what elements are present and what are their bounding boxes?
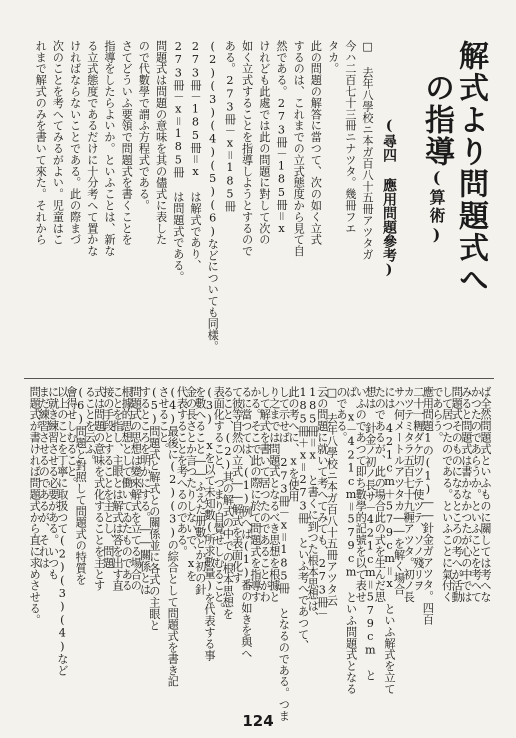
text-column: 今ハ二百七十三冊ニナツタ。幾冊フエ [343,40,357,234]
text-column: であらう。 [431,386,444,443]
text-column: 273冊－185冊＝x は解式であり、 [189,40,202,271]
text-column: 二十一糎ダケ切ツテ使ツテ、ソノ殘リヲ [411,386,425,592]
text-column: かる。そこで此の際に於て問題式を指導す [249,386,262,603]
text-column: るに當つては、(1)例へば(1)番の如きを與へ [239,386,253,659]
text-column: 接の手段とすることを主とし、問題 [101,386,115,569]
text-column: 會得せしむること。 [65,386,78,489]
text-column: には 421cm＋579cm＝x といふ解式を立て [383,386,396,695]
text-column: まだ練習させるのであるが、それは [37,386,51,569]
text-column: するのは、これまでの立式態度から見て自 [292,40,306,257]
text-column: 云の問題に就いて考へてみても、273冊－ [315,386,329,620]
text-column: (6)問題と對照して問題式の特質を [74,386,88,586]
text-column: 想は 針金ノ初ノ長サ－421cm＝579cm と [363,386,377,682]
text-column: して居つたのである。といふことに氣付く [440,386,454,603]
text-column: て彼等自然の立式――解式を表面化す [230,386,244,584]
text-column: するところを明かにする。――關係とは [138,386,152,595]
text-column: ば全然問題式といふものに關しては考へな [479,386,492,603]
text-column: 金の長さとか言つたりしないで、xを [184,386,198,582]
page-subtitle: (尋四 應用問題參考) [381,118,397,278]
text-column: ある。273冊－x＝185冊 [223,40,237,213]
text-column: 指導をしたらよいか。といふことは、新な [103,40,116,257]
text-column: ることを云ふ。 [83,386,97,466]
text-column: ので代數學で謂ふ方程式である。 [137,40,151,211]
text-column: (3) xを以て未知數(所求數量)を代表する事 [203,386,216,661]
section-divider [24,378,494,379]
text-column: に就き練習させる必要がある。いつも [46,386,60,580]
text-column: 273冊－x＝185冊 は問題式である。 [171,40,185,283]
text-column: (5)問題式と解式との關係並に各式の主眼と [147,386,161,631]
text-column: ければならないことである。此の際まづ [68,40,82,246]
title-line2-text: の指導 [419,72,454,168]
text-column: サハ何メートルアツタカ――を解く場合 [392,386,406,595]
text-column: 式は問題の意味を式化することを主とす [92,386,106,592]
text-column: のである。 [335,386,348,443]
text-column: みると問題式は書かなかつたが心の中では [459,386,473,603]
text-column: 如く立式することを指導しようとするので [240,40,254,257]
text-column: 問題式の思想は變來解式を立てる場合の [129,386,143,592]
text-column: カツテミタラ五百七十九糎アツタ。初ノ長 [402,386,416,603]
text-column: 次のことを考へてみるがよい。児童はこ [51,40,65,246]
page-title-line2 [418,72,454,246]
text-column: かつたのであらうか。といふことを考へて [469,386,483,603]
text-column: 此の問題の解答に當つて、次の如く立式 [309,40,323,246]
text-column: して解式を書いて居つたのであることがわ [258,386,272,603]
page-number: 124 [242,712,274,730]
text-column: 問題式そのものになるところの考へが活動 [450,386,464,603]
text-column: 然である。273冊－185冊＝x [275,40,288,235]
text-column: 此の考へに、xを使用 [287,386,300,502]
text-column: 根據的思想として働いてゐたものである [120,386,134,592]
text-column: 表面化すること、つまり自覺せしむること。 [212,386,226,614]
text-column: を數へること――ふえた册數とか初の針 [193,386,207,595]
text-column: ことを指し、主眼とは解式は答を出す直 [111,386,124,592]
text-column: たのであるが、此の場合此の式を生んだ思 [373,386,387,603]
text-column: いふのであつて即ち數學的記號を以て表せ [354,386,368,603]
text-column: ること、(2)其の解式の中での根本思想を [221,386,235,620]
text-column: 185冊＋x＝273冊 といふ考へであつて、 [296,386,310,652]
text-column: させること。 [157,386,170,455]
text-column: 問題式は問題の意味を其の儘式に表した [154,40,168,246]
text-column: り之までは問題式となるべき思想を根據と [267,386,281,603]
text-column: けれども此處では此の問題に對して次の [257,40,271,246]
text-column: 以上のことを丁寧に取扱つて(2)(3)(4)など [55,386,69,676]
text-column: タカ。 [326,40,340,75]
text-column: (4)最後に(2)(3)の綜合として問題式を書き記 [166,386,180,688]
page-title: 解式より問題式へ [453,40,488,296]
text-column: 應用問題1の(1)――針金ガアツタ。四百 [421,386,435,625]
text-column: 185冊＝x と書くに到つた根本思想は、 [306,386,320,623]
text-column: さてどういふ要領で問題式を書くことを [120,40,134,246]
text-column: して示せば 273冊－x＝185冊 となるのである。つま [277,386,291,722]
text-column: □ 去年八學校ニ本ガ百八十五冊アツタガ [361,40,374,261]
text-column: □ 去年八學校ニ本ガ百八十五冊アツタ云 [325,386,339,607]
text-column: (2)(3)(4)(5)(6)などについても同樣。 [206,40,220,352]
text-column: 代表することを考へるのである。 [175,386,189,557]
title-tag: (算術) [427,168,446,246]
text-column: ば x－421cm＝579cm といふ問題式となる [344,386,358,695]
text-column: れまで解式のみを書いて來た。それから [34,40,48,246]
text-column: 問題式が書ければ問題式から直に求めさせる。 [28,386,42,626]
text-column: る立式態度であるだけに十分考へて置かな [85,40,99,257]
